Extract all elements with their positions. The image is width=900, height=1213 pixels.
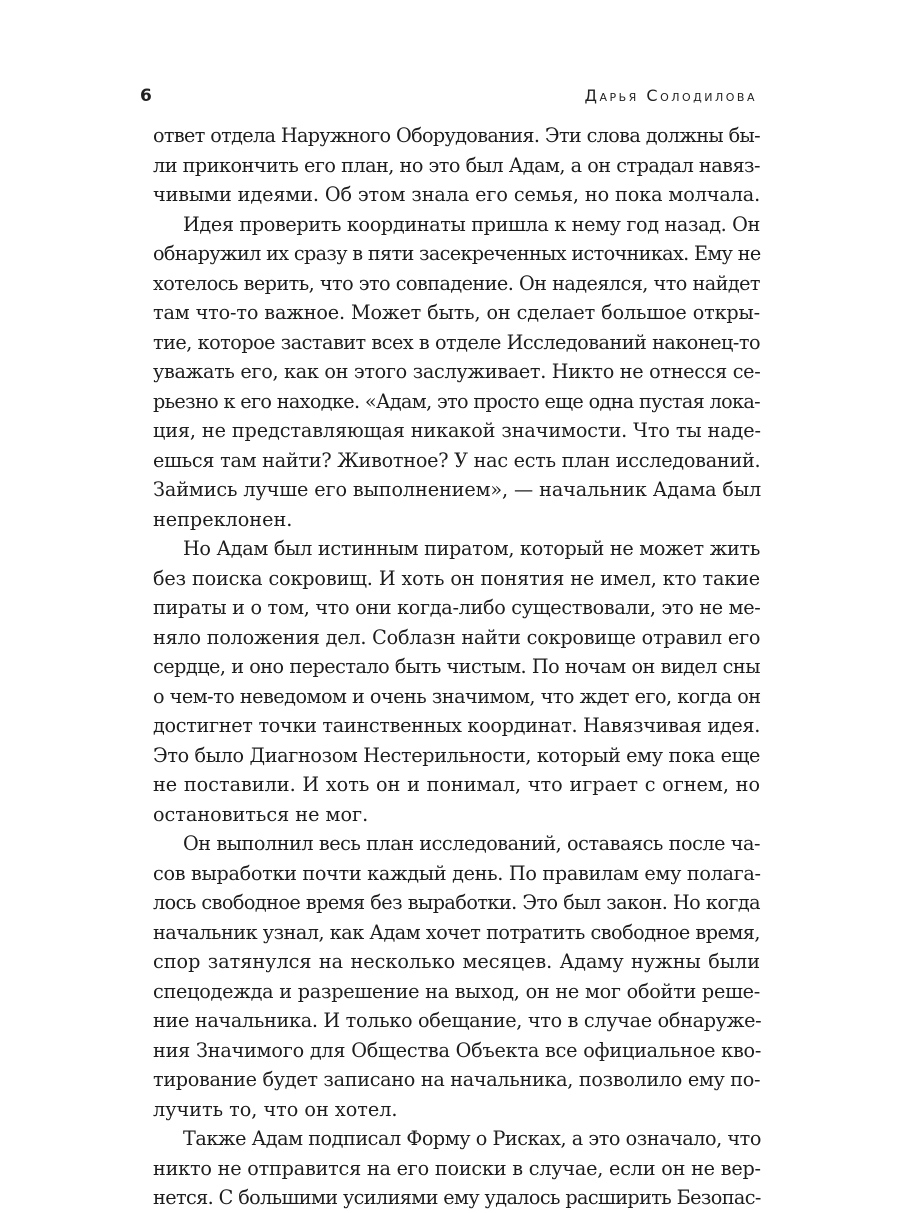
text-line: Но Адам был истинным пиратом, который не может жить — [183, 537, 760, 560]
text-line: няло положения дел. Соблазн найти сокровище отравил его — [153, 625, 761, 649]
text-line: сов выработки почти каждый день. По правилам ему полага- — [153, 861, 761, 885]
body-text — [153, 121, 760, 1213]
running-head-author: Дарья Солодилова — [584, 86, 757, 105]
text-line: Займись лучше его выполнением», — начальник Адама был — [153, 478, 762, 501]
text-line: ция, не представляющая никакой значимости. Что ты наде- — [153, 419, 761, 442]
text-line: ния Значимого для Общества Объекта все официальное кво- — [153, 1038, 762, 1062]
text-line: без поиска сокровищ. И хоть он понятия не имел, кто такие — [153, 566, 760, 590]
text-line: нется. С большими усилиями ему удалось расширить Безопас- — [153, 1186, 761, 1209]
text-line: ли прикончить его план, но это был Адам, а он страдал навяз- — [153, 153, 760, 177]
text-line: ние начальника. И только обещание, что в случае обнаруже- — [153, 1009, 762, 1032]
text-line: никто не отправится на его поиски в случае, если он не вер- — [153, 1156, 761, 1180]
page-number: 6 — [140, 86, 153, 106]
text-line: начальник узнал, как Адам хочет потратить свободное время, — [153, 920, 760, 944]
text-line: спор затянулся на несколько месяцев. Адаму нужны были — [153, 950, 760, 973]
text-line: хотелось верить, что это совпадение. Он надеялся, что найдет — [153, 271, 760, 295]
text-line: ответ отдела Наружного Оборудования. Эти слова должны бы- — [153, 124, 760, 147]
text-line: Это было Диагнозом Нестерильности, который ему пока еще — [153, 743, 761, 767]
text-line: ешься там найти? Животное? У нас есть план исследований. — [153, 448, 761, 472]
text-line: лось свободное время без выработки. Это был закон. Но когда — [153, 891, 760, 914]
text-line: не поставили. И хоть он и понимал, что играет с огнем, но — [153, 773, 760, 796]
text-line: остановиться не мог. — [153, 802, 369, 826]
text-line: Идея проверить координаты пришла к нему год назад. Он — [183, 212, 760, 236]
text-line: пираты и о том, что они когда-либо существовали, это не ме- — [153, 596, 761, 619]
text-line: спецодежда и разрешение на выход, он не мог обойти реше- — [153, 979, 760, 1003]
text-line: сердце, и оно перестало быть чистым. По ночам он видел сны — [153, 655, 760, 678]
text-line: тие, которое заставит всех в отделе Исследований наконец-то — [153, 330, 760, 354]
text-line: Он выполнил весь план исследований, оставаясь после ча- — [183, 832, 760, 855]
text-line: уважать его, как он этого заслуживает. Никто не отнесся се- — [153, 360, 761, 383]
text-line: о чем-то неведомом и очень значимом, что ждет его, когда он — [153, 684, 761, 708]
text-line: достигнет точки таинственных координат. Навязчивая идея. — [153, 714, 760, 737]
text-line: чивыми идеями. Об этом знала его семья, но пока молчала. — [153, 183, 761, 206]
text-line: обнаружил их сразу в пяти засекреченных источниках. Ему не — [153, 242, 761, 265]
text-line: там что-то важное. Может быть, он сделает большое откры- — [153, 301, 760, 324]
text-line: Также Адам подписал Форму о Рисках, а это означало, что — [183, 1127, 761, 1150]
text-line: лучить то, что он хотел. — [153, 1097, 398, 1121]
text-line: непреклонен. — [153, 507, 293, 531]
text-line: тирование будет записано на начальника, позволило ему по- — [153, 1068, 761, 1091]
text-line: рьезно к его находке. «Адам, это просто еще одна пустая лока- — [153, 389, 760, 413]
